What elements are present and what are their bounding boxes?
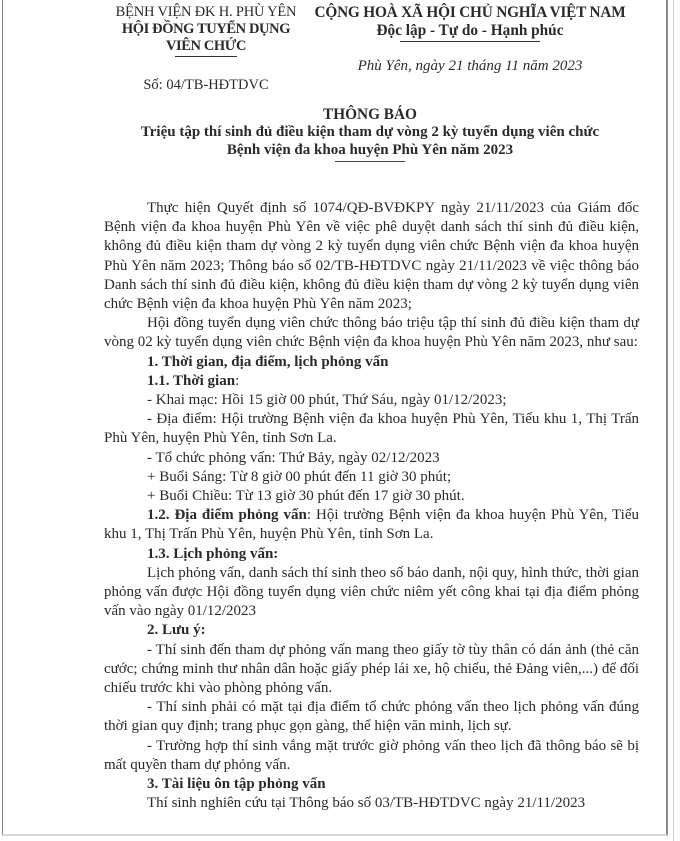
national-header-block (300, 4, 640, 75)
section-1-3-heading: 1.3. Lịch phỏng vấn: (147, 545, 279, 562)
section-1-2-heading: 1.2. Địa điểm phỏng vấn (147, 507, 307, 524)
divider (175, 56, 237, 57)
section-1-1-heading: 1.1. Thời gian (147, 372, 236, 389)
document-body (104, 199, 639, 814)
announcement-paragraph: Hội đồng tuyển dụng viên chức thông báo triệu tập thí sinh đủ điều kiện tham dự vòng 02 kỳ tuyển dụng viên chức Bệnh viện đa khoa huyện Phù Yên năm 2023, như sau: (104, 315, 639, 351)
national-title: CỘNG HOÀ XÃ HỘI CHỦ NGHĨA VIỆT NAM (314, 4, 626, 21)
national-motto: Độc lập - Tự do - Hạnh phúc (376, 22, 564, 39)
preamble-paragraph: Thực hiện Quyết định số 1074/QĐ-BVĐKPY ngày 21/11/2023 của Giám đốc Bệnh viện đa khoa huyện Phù Yên về việc phê duyệt danh sách thí sinh đủ điều kiện, không đủ điều kiện tham dự vòng 2 kỳ tuyển dụng viên chức Bệnh viện đa khoa huyện Phù Yên năm 2023; Thông báo số 02/TB-HĐTDVC ngày 21/11/2023 về việc thông báo Danh sách thí sinh đủ điều kiện, không đủ điều kiện tham dự vòng 2 kỳ tuyển dụng viên chức Bệnh viện đa khoa huyện Phù Yên năm 2023; (104, 200, 639, 313)
document-number: Số: 04/TB-HĐTDVC (143, 77, 269, 93)
section-1-heading: 1. Thời gian, địa điểm, lịch phỏng vấn (147, 353, 389, 370)
section-3-text: Thí sinh nghiên cứu tại Thông báo số 03/TB-HĐTDVC ngày 21/11/2023 (147, 795, 586, 812)
document-subject-line1: Triệu tập thí sinh đủ điều kiện tham dự vòng 2 kỳ tuyển dụng viên chức (140, 124, 600, 140)
divider (400, 41, 540, 42)
hospital-name: BỆNH VIỆN ĐK H. PHÙ YÊN (115, 4, 297, 20)
morning-session: + Buổi Sáng: Từ 8 giờ 00 phút đến 11 giờ 30 phút; (147, 468, 452, 485)
section-2-heading: 2. Lưu ý: (147, 622, 206, 639)
document-subject-line2: Bệnh viện đa khoa huyện Phù Yên năm 2023 (226, 142, 514, 158)
venue: - Địa điểm: Hội trường Bệnh viện đa khoa huyện Phù Yên, Tiểu khu 1, Thị Trấn Phù Yên, huyện Phù Yên, tỉnh Sơn La. (104, 411, 639, 447)
council-name-line2: VIÊN CHỨC (165, 38, 247, 54)
section-1-1-colon: : (235, 372, 240, 389)
divider (335, 161, 405, 162)
section-3-heading: 3. Tài liệu ôn tập phỏng vấn (147, 776, 326, 793)
section-1-2-text: : Hội trường Bệnh viện đa khoa huyện Phù Yên, Tiểu khu 1, Thị Trấn Phù Yên, huyện Phù Yên, tỉnh Sơn La. (104, 507, 639, 543)
issuing-authority-block (96, 4, 316, 94)
note-id-documents: - Thí sinh đến tham dự phỏng vấn mang theo giấy tờ tùy thân có dán ảnh (thẻ căn cước; chứng minh thư nhân dân hoặc giấy phép lái xe, hộ chiếu, thẻ Đảng viên,...) để đối chiếu trước khi vào phòng phỏng vấn. (104, 641, 639, 697)
interview-day: - Tổ chức phỏng vấn: Thứ Bảy, ngày 02/12/2023 (147, 449, 440, 466)
place-date: Phù Yên, ngày 21 tháng 11 năm 2023 (357, 58, 583, 74)
council-name-line1: HỘI ĐỒNG TUYỂN DỤNG (121, 21, 291, 37)
section-1-1-line (104, 372, 639, 391)
afternoon-session: + Buổi Chiều: Từ 13 giờ 30 phút đến 17 giờ 30 phút. (147, 488, 465, 505)
section-1-2-line (104, 506, 639, 544)
section-1-3-text: Lịch phỏng vấn, danh sách thí sinh theo số báo danh, nội quy, hình thức, thời gian phỏng vấn được Hội đồng tuyển dụng viên chức niêm yết công khai tại địa điểm phỏng vấn vào ngày 01/12/2023 (104, 564, 639, 620)
page-edge (673, 0, 674, 841)
note-absence: - Trường hợp thí sinh vắng mặt trước giờ phỏng vấn theo lịch đã thông báo sẽ bị mất quyền tham dự phỏng vấn. (104, 737, 639, 773)
document-type: THÔNG BÁO (323, 106, 417, 123)
document-title-block (100, 106, 640, 162)
opening-time: - Khai mạc: Hồi 15 giờ 00 phút, Thứ Sáu, ngày 01/12/2023; (147, 392, 507, 409)
note-attendance: - Thí sinh phải có mặt tại địa điểm tổ chức phỏng vấn theo lịch phỏng vấn đúng thời gian quy định; trang phục gọn gàng, thể hiện văn minh, lịch sự. (104, 699, 639, 735)
